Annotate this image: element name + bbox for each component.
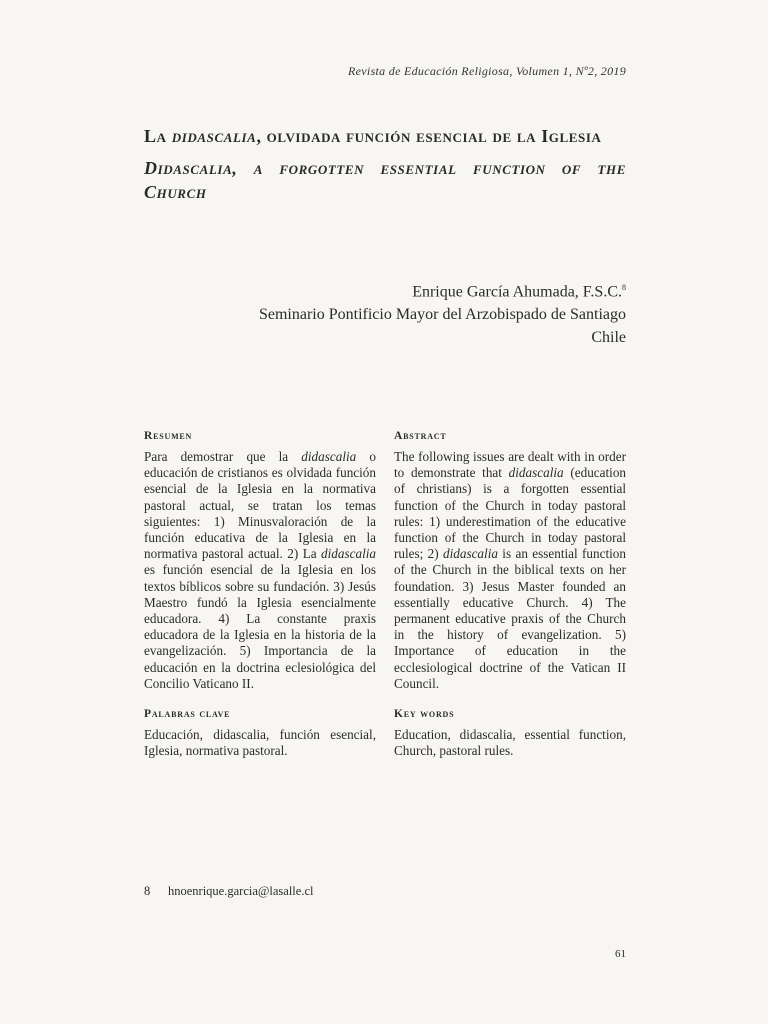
title-spanish-part: , olvidada función esencial de la Iglesia [256,126,602,146]
title-english-part: Didascalia [144,158,233,178]
resumen-text-part: Para demostrar que la [144,449,302,464]
title-spanish-italic: didascalia [171,126,257,146]
key-words-text: Education, didascalia, essential function, Church, pastoral rules. [394,727,626,759]
key-words-heading: Key words [394,708,455,721]
abstract-text-part: The following issues are dealt with in order to demonstrate that [394,449,626,481]
abstract-text-italic: didascalia [443,546,498,562]
title-english-part: , a forgotten essential function of the Church [144,158,626,202]
page-number: 61 [615,948,626,960]
resumen-text [144,449,376,692]
abstract-text-italic: didascalia [508,465,564,481]
footnote [144,884,313,899]
spanish-column [144,428,376,759]
footnote-email[interactable]: hnoenrique.garcia@lasalle.cl [168,884,314,898]
author-block [259,276,626,349]
running-header: Revista de Educación Religiosa, Volumen 1, Nº2, 2019 [348,64,626,78]
resumen-text-part: es función esencial de la Iglesia en los textos bíblicos sobre su fundación. 3) Jesús Maestro fundó la Iglesia esencialmente educadora. 4) La constante praxis educadora de la Iglesia en la historia de la evangelización. 5) Importancia de la educación en la doctrina eclesiológica del Concilio Vaticano II. [144,562,376,691]
resumen-text-italic: didascalia [301,449,357,464]
footnote-number: 8 [144,884,151,898]
palabras-clave-heading: Palabras clave [144,708,231,721]
abstract-heading: Abstract [394,430,447,442]
abstract-text-part: (education of christians) is a forgotten essential function of the Church in today pastoral rules: 1) underestimation of the educative function of the Church in today pastoral rules; 2) [394,465,627,562]
author-name: Enrique García Ahumada, F.S.C. [412,283,622,301]
title-spanish [144,124,626,148]
abstract-text [394,449,626,692]
english-column [394,428,626,759]
title-spanish-part: La [144,126,172,146]
palabras-clave-text: Educación, didascalia, función esencial, Iglesia, normativa pastoral. [144,727,376,759]
title-block [144,124,626,204]
resumen-text-italic: didascalia [321,546,376,562]
resumen-text-part: o educación de cristianos es olvidada función esencial de la Iglesia en la normativa pastoral actual, se tratan los temas siguientes: 1) Minusvaloración de la función educativa de la Iglesia en la normativa pastoral actual. 2) La [144,449,376,562]
author-name-line [259,276,626,303]
title-english [144,156,626,204]
author-footnote-mark: 8 [622,283,626,292]
author-country: Chile [591,329,626,347]
resumen-heading: Resumen [144,430,193,442]
author-institution: Seminario Pontificio Mayor del Arzobispado de Santiago [258,306,626,324]
abstract-text-part: is an essential function of the Church in the biblical texts on her foundation. 3) Jesus Master founded an essentially educative Church. 4) The permanent educative praxis of the Church in the history of evangelization. 5) Importance of education in the ecclesiological doctrine of the Vatican II Council. [394,546,626,691]
